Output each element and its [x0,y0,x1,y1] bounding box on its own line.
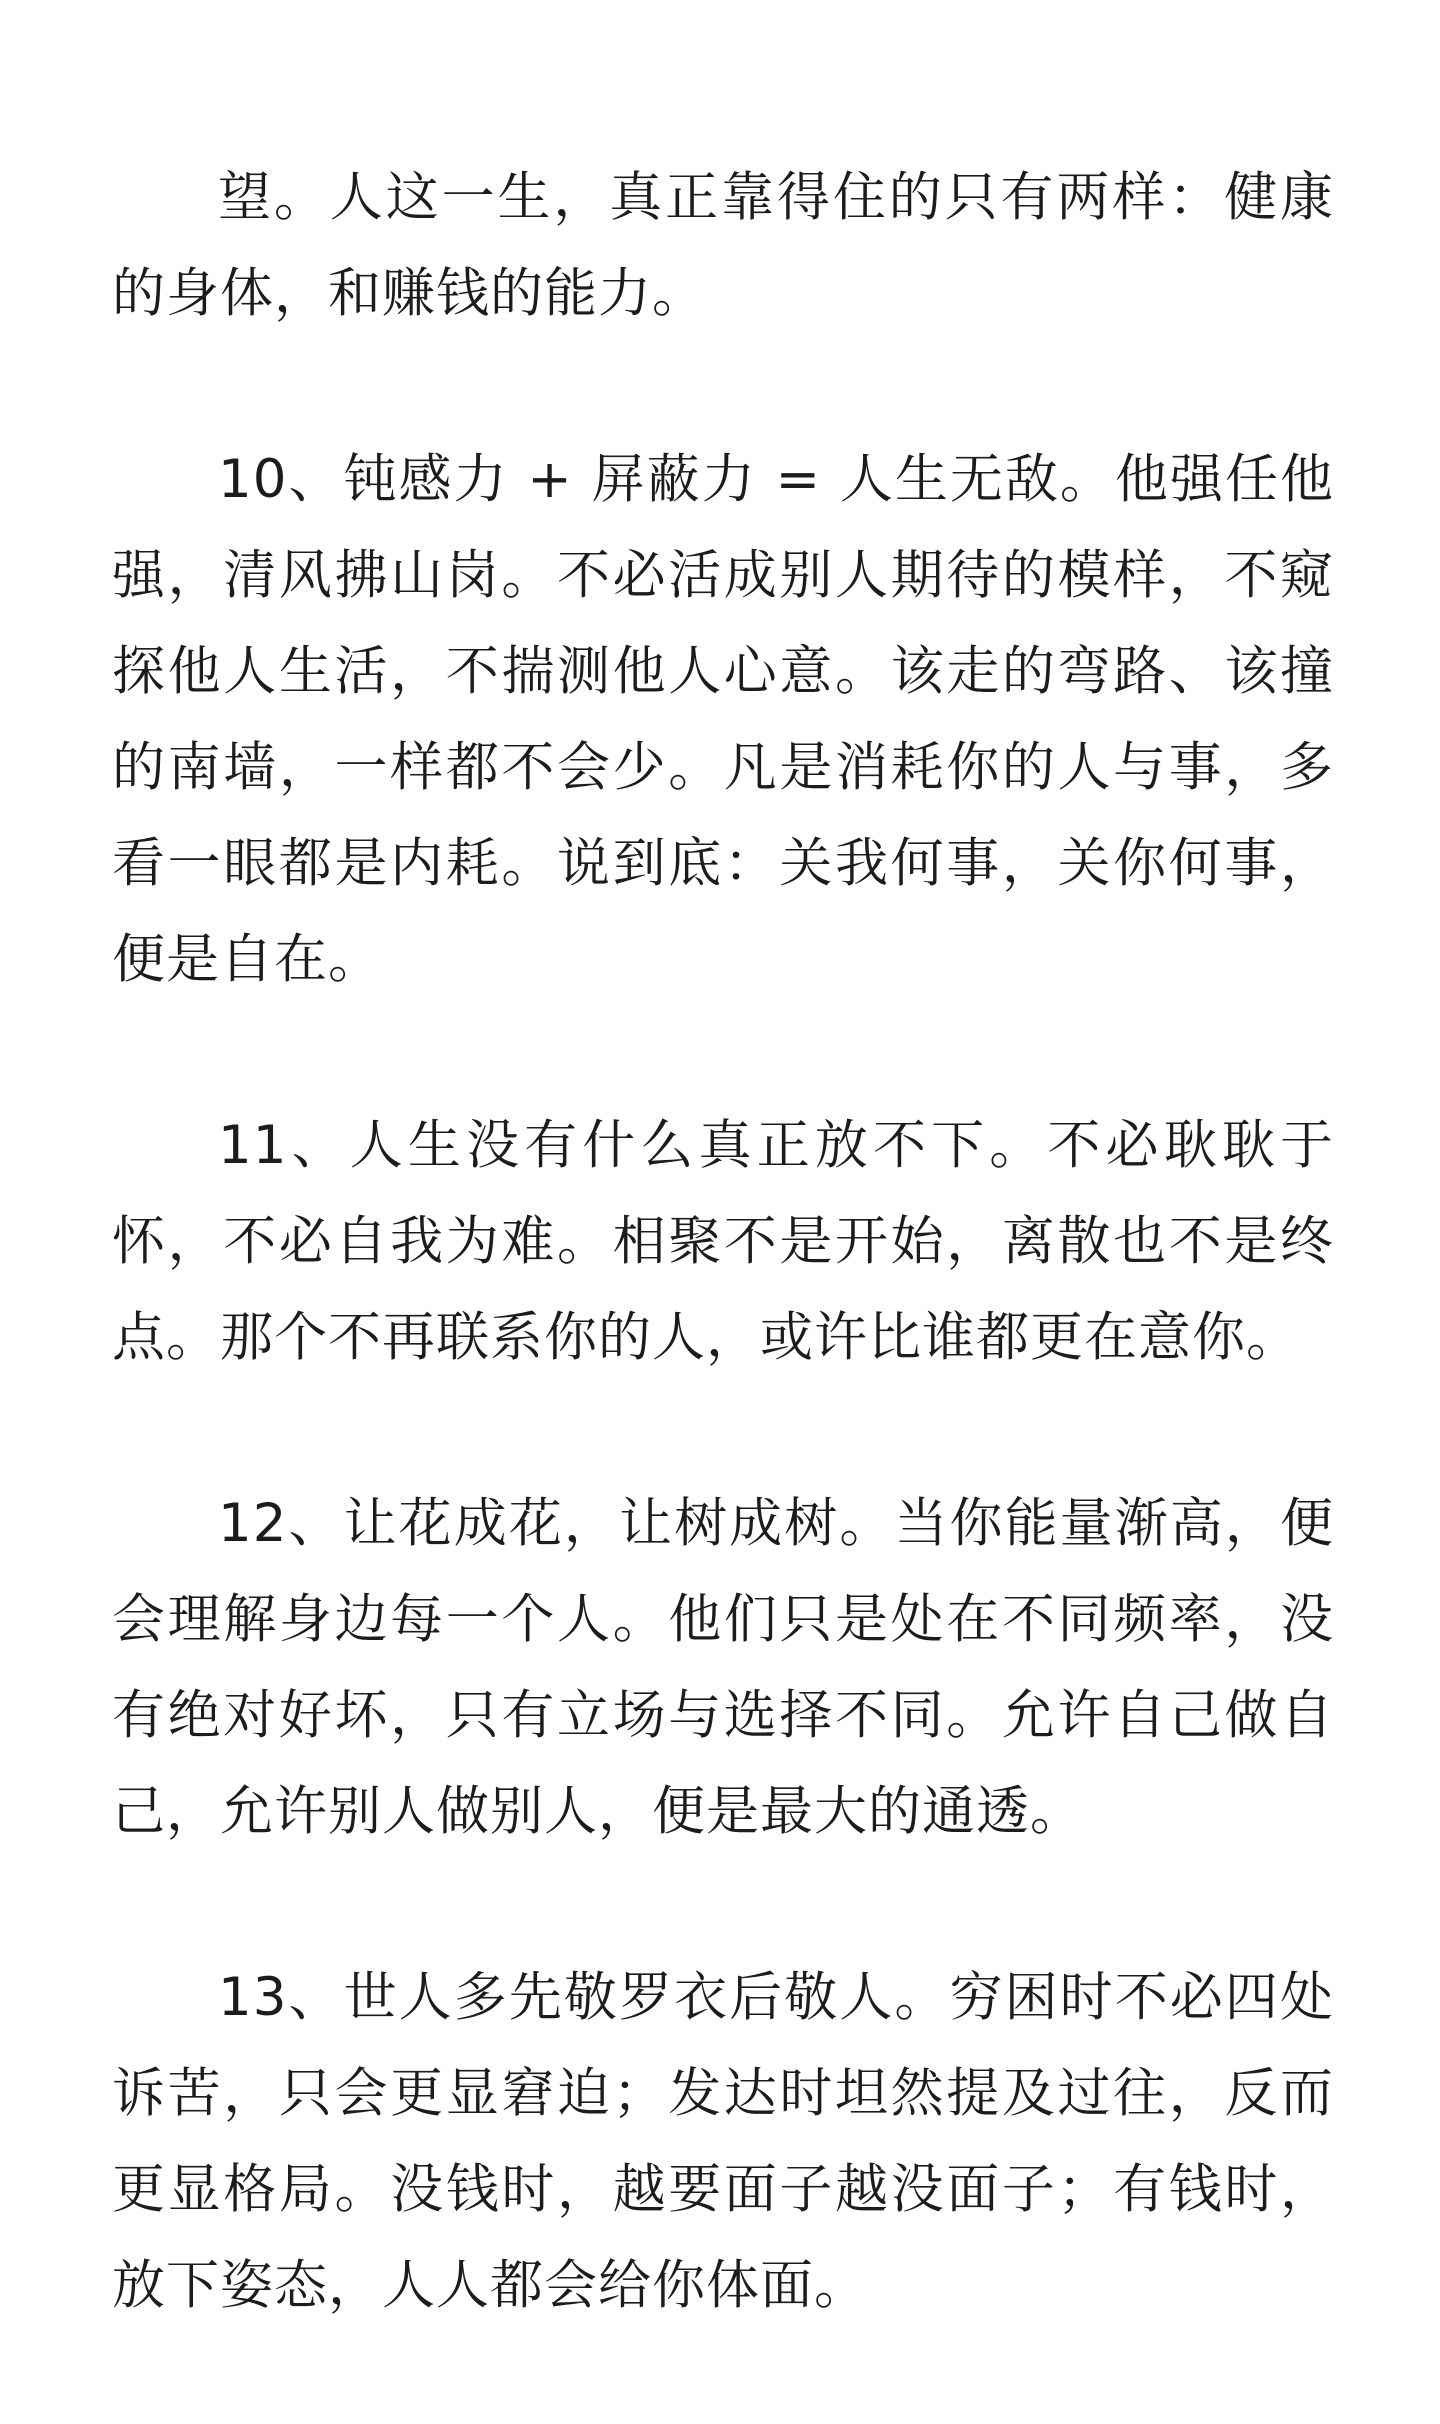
paragraph-10: 10、钝感力 + 屏蔽力 = 人生无敌。他强任他强，清风拂山岗。不必活成别人期待的模样，不窥探他人生活，不揣测他人心意。该走的弯路、该撞的南墙，一样都不会少。凡是消耗你的人与事，多看一眼都是内耗。说到底：关我何事，关你何事，便是自在。 [112,449,1334,990]
article-body [112,150,1334,2424]
paragraph-continuation: 望。人这一生，真正靠得住的只有两样：健康的身体，和赚钱的能力。 [112,167,1334,324]
paragraph-12: 12、让花成花，让树成树。当你能量渐高，便会理解身边每一个人。他们只是处在不同频率，没有绝对好坏，只有立场与选择不同。允许自己做自己，允许别人做别人，便是最大的通透。 [112,1493,1334,1842]
paragraph-11: 11、人生没有什么真正放不下。不必耿耿于怀，不必自我为难。相聚不是开始，离散也不是终点。那个不再联系你的人，或许比谁都更在意你。 [112,1115,1334,1368]
paragraph-13: 13、世人多先敬罗衣后敬人。穷困时不必四处诉苦，只会更显窘迫；发达时坦然提及过往，反而更显格局。没钱时，越要面子越没面子；有钱时，放下姿态，人人都会给你体面。 [112,1967,1334,2316]
